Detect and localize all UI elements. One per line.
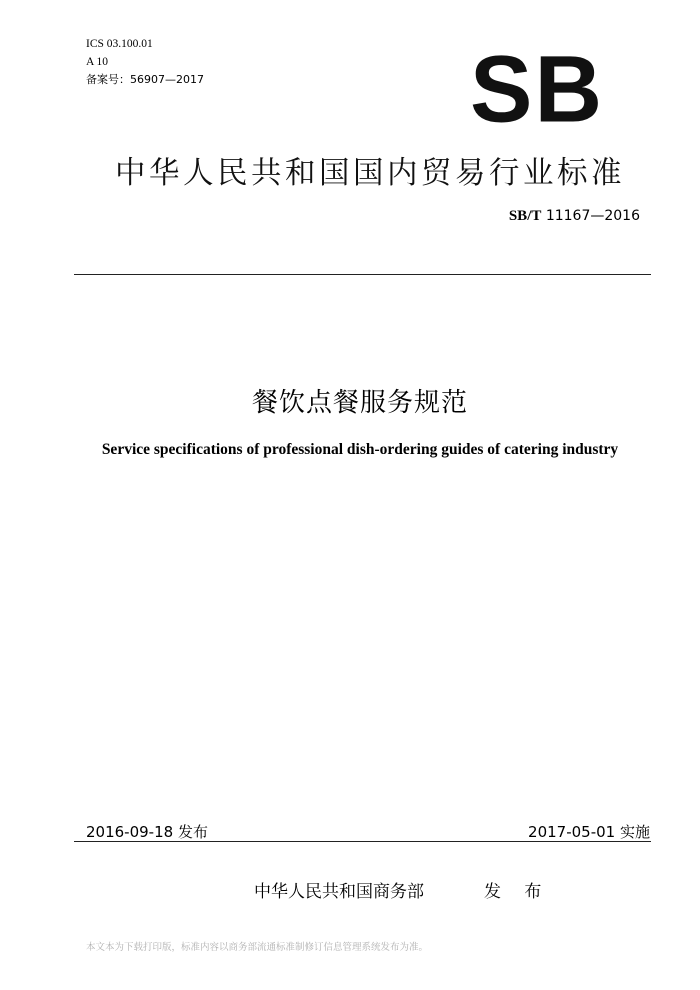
classification-code: A 10 [86, 56, 109, 68]
issue-date: 2016-09-18 发布 [86, 823, 208, 841]
implementation-date: 2017-05-01 实施 [528, 823, 650, 841]
standard-number-prefix: SB/T [508, 208, 542, 224]
standard-number [509, 208, 640, 225]
issuing-ministry: 中华人民共和国商务部 [254, 882, 424, 902]
standard-category-banner: 中华人民共和国国内贸易行业标准 [115, 156, 625, 191]
top-divider [74, 274, 651, 275]
bottom-divider [74, 841, 651, 842]
document-title-chinese: 餐饮点餐服务规范 [251, 388, 468, 418]
download-notice: 本文本为下载打印版，标准内容以商务部流通标准制修订信息管理系统发布为准。 [86, 942, 429, 953]
document-title-english: Service specifications of professional dish-ordering guides of catering industry [101, 441, 619, 458]
ics-code: ICS 03.100.01 [86, 38, 153, 50]
record-number: 备案号：56907—2017 [86, 73, 204, 86]
publish-label: 发 布 [484, 882, 551, 902]
sb-logo: SB [470, 37, 605, 143]
standard-number-value: 11167—2016 [545, 208, 640, 224]
